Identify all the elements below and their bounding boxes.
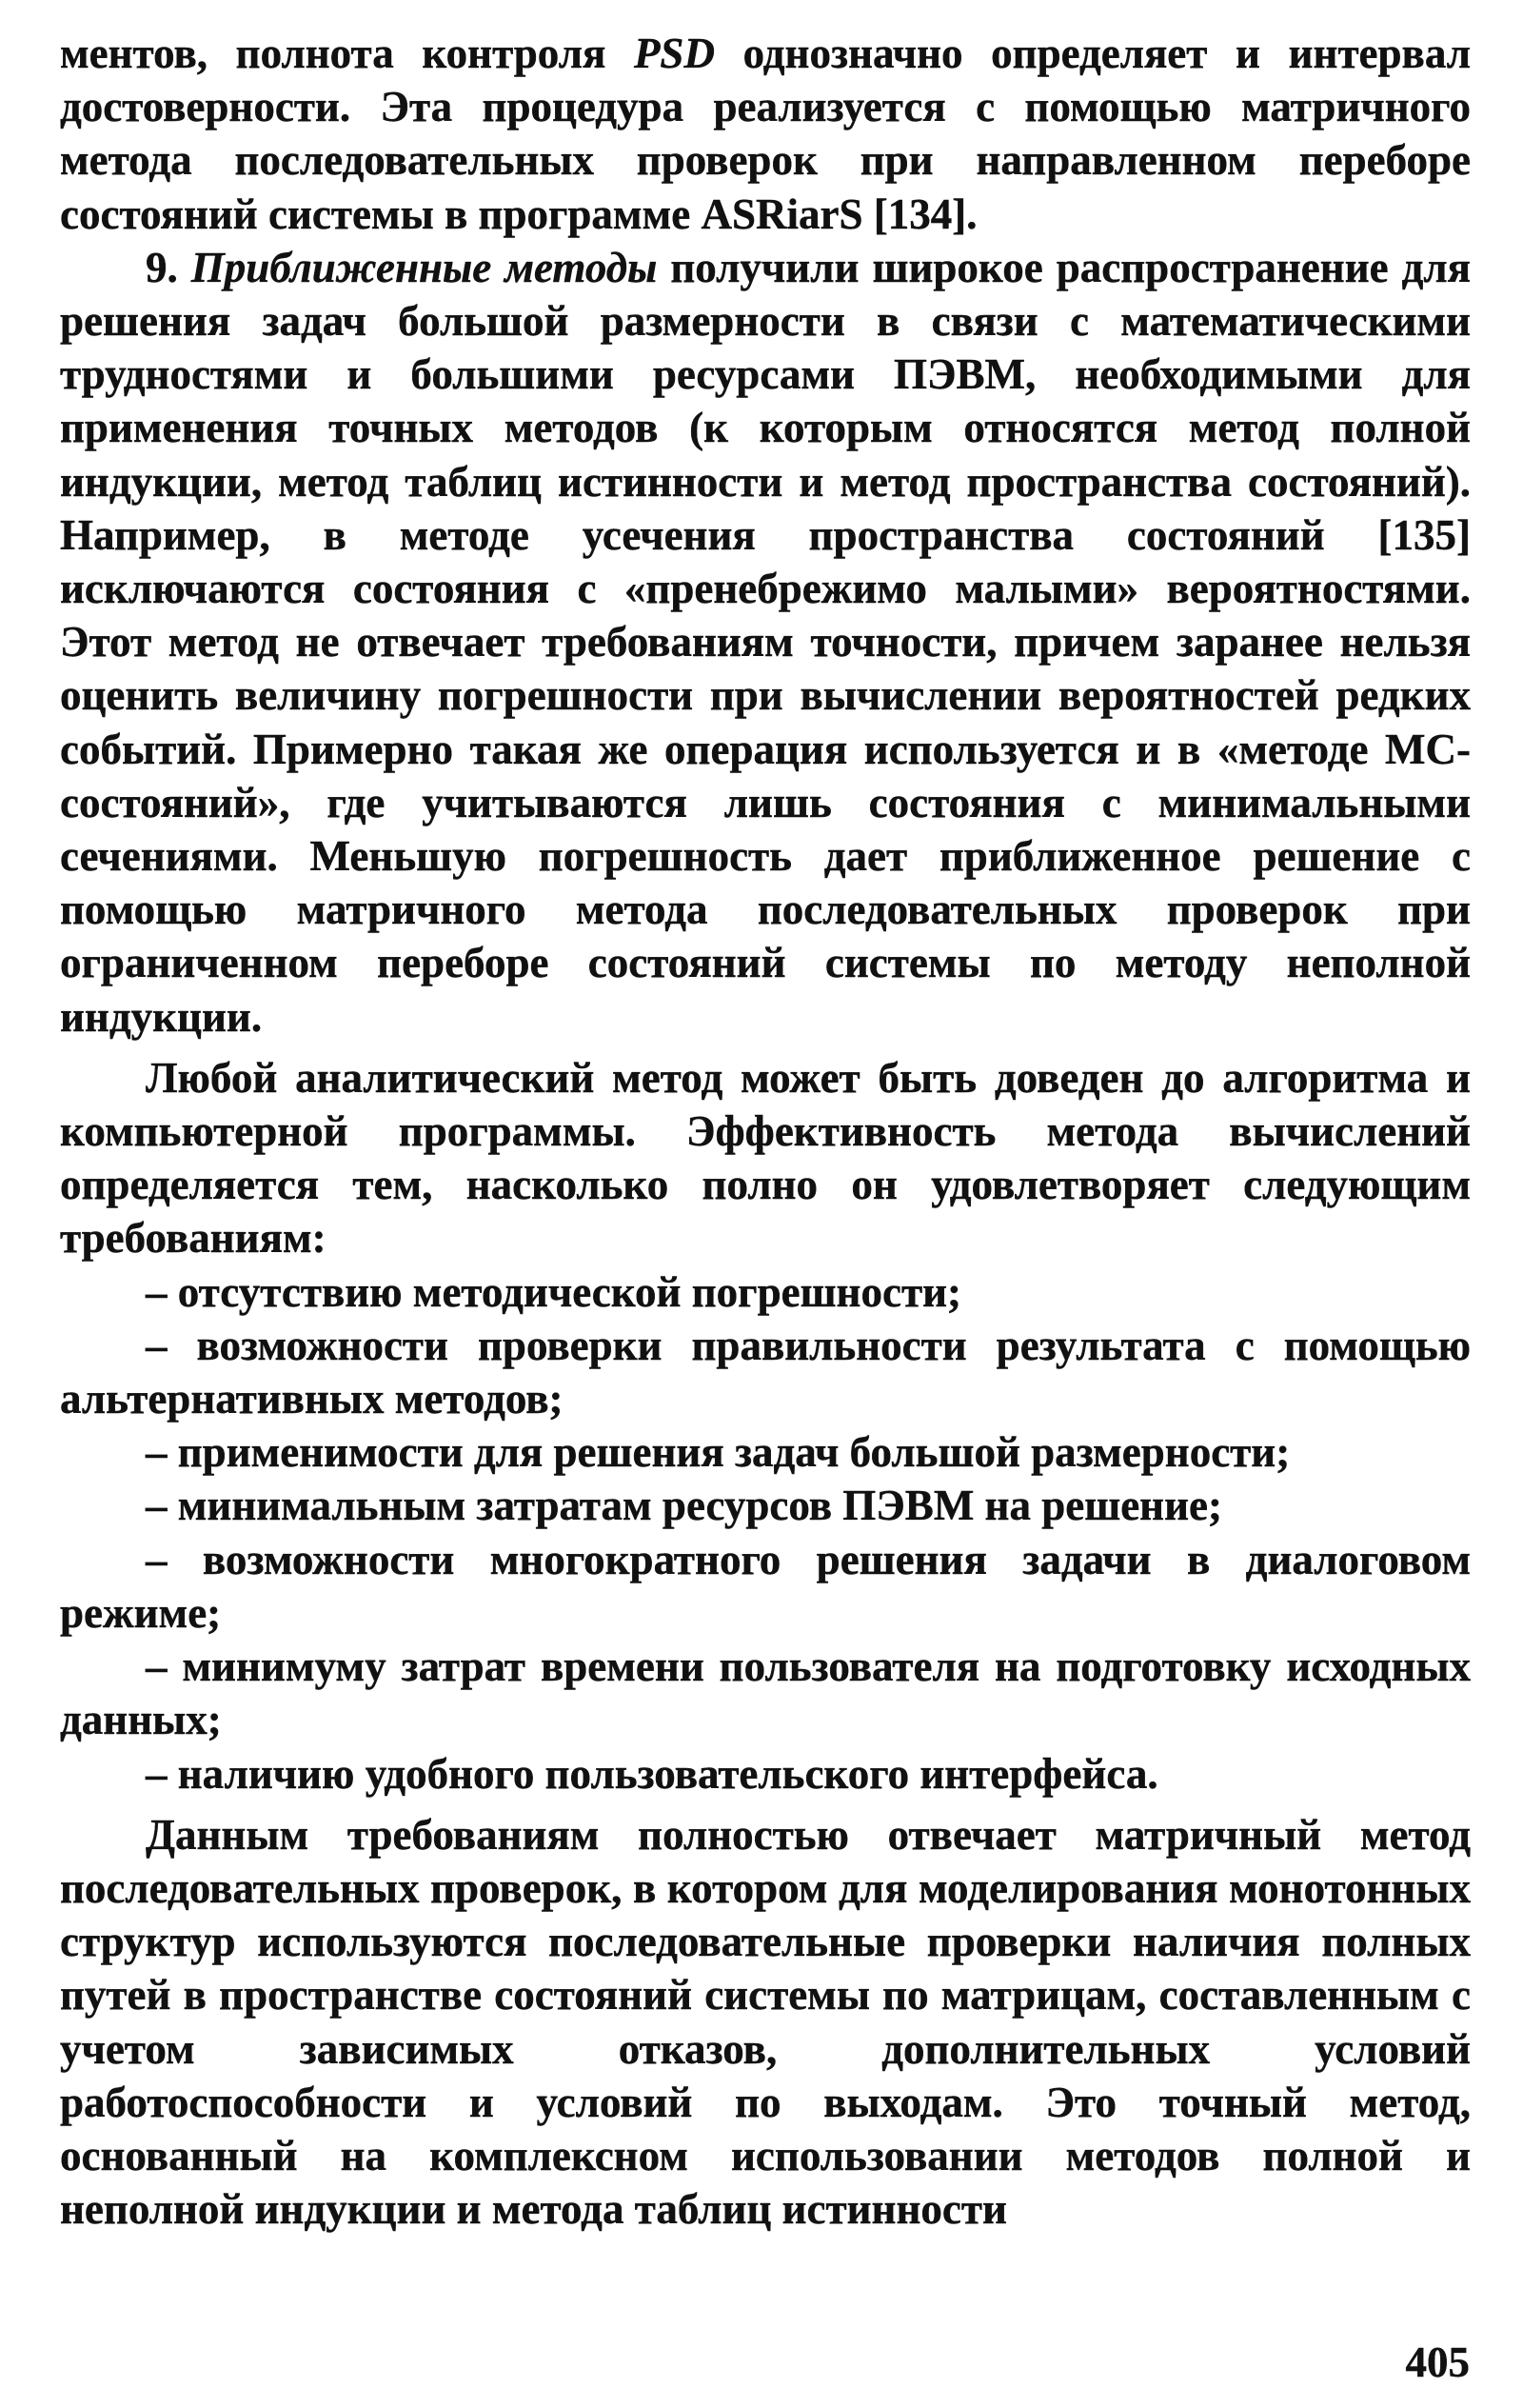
list-item: – возможности многократного решения задачи в диалоговом режиме; xyxy=(60,1535,1471,1637)
page-number: 405 xyxy=(1405,2338,1470,2386)
paragraph-1 xyxy=(60,27,1471,241)
paragraph-4: Данным требованиям полностью отвечает матричный метод последовательных проверок, в котором для моделирования монотонных структур используются последовательные проверки наличия полных путей в пространстве состояний системы по матрицам, составленным с учетом зависимых отказов, дополнительных условий работоспособности и условий по выходам. Это точный метод, основанный на комплексном использовании методов полной и неполной индукции и метода таблиц истинности xyxy=(60,1810,1471,2234)
text-run: однозначно определяет и интервал достоверности. Эта процедура реализуется с помощью матричного метода последовательных проверок при направленном переборе состояний системы в программе ASRiarS [134]. xyxy=(60,30,1471,238)
item-number: 9. xyxy=(146,243,191,291)
text-run: получили широкое распространение для решения задач большой размерности в связи с математическими трудностями и большими ресурсами ПЭВМ, необходимыми для применения точных методов (к которым относятся метод полной индукции, метод таблиц истинности и метод пространства состояний). Например, в методе усечения пространства состояний [135] исключаются состояния с «пренебрежимо малыми» вероятностями. Этот метод не отвечает требованиям точности, причем заранее нельзя оценить величину погрешности при вычислении вероятностей редких событий. Примерно такая же операция используется и в «методе МС-состояний», где учитываются лишь состояния с минимальными сечениями. Меньшую погрешность дает приближенное решение с помощью матричного метода последовательных проверок при ограниченном переборе состояний системы по методу неполной индукции. xyxy=(60,243,1471,1041)
italic-term: PSD xyxy=(633,30,715,77)
list-item: – наличию удобного пользовательского интерфейса. xyxy=(146,1749,1158,1798)
text-run: ментов, полнота контроля xyxy=(60,30,634,77)
italic-heading: Приближенные методы xyxy=(190,243,658,291)
list-item: – минимальным затратам ресурсов ПЭВМ на решение; xyxy=(146,1482,1222,1530)
paragraph-2 xyxy=(60,241,1471,1044)
list-item: – возможности проверки правильности результата с помощью альтернативных методов; xyxy=(60,1321,1471,1423)
list-item: – минимуму затрат времени пользователя на подготовку исходных данных; xyxy=(60,1642,1471,1744)
page-body xyxy=(60,27,1471,2236)
list-item: – применимости для решения задач большой размерности; xyxy=(146,1428,1291,1477)
list-item: – отсутствию методической погрешности; xyxy=(146,1267,961,1316)
paragraph-3: Любой аналитический метод может быть доведен до алгоритма и компьютерной программы. Эффективность метода вычислений определяется тем, насколько полно он удовлетворяет следующим требованиям: xyxy=(60,1053,1471,1263)
